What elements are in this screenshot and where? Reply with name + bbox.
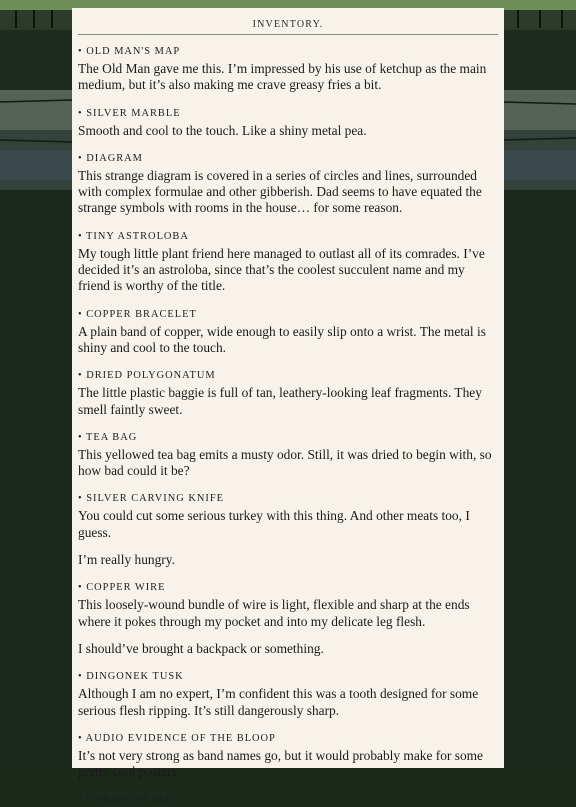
item-name: • DRIED POLYGONATUM [78,370,216,382]
inventory-item[interactable] [78,793,498,807]
item-name: • COPPER BRACELET [78,308,197,320]
inventory-item[interactable] [78,670,498,719]
item-name: • OLD MAN'S MAP [78,46,181,57]
inventory-item[interactable] [78,369,498,418]
item-note: I’m really hungry. [78,552,175,568]
item-name: • DIAGRAM [78,152,143,164]
item-name: • AUDIO EVIDENCE OF THE BLOOP [78,732,276,744]
inventory-item[interactable] [78,431,498,480]
item-name: • SILVER CARVING KNIFE [78,493,224,505]
item-name: • NARIPHON SEED [78,794,182,806]
inventory-panel[interactable] [72,8,504,806]
item-name: • DINGONEK TUSK [78,671,184,683]
item-description: This loosely-wound bundle of wire is light, flexible and sharp at the ends where it pokes through my pocket and into my delicate leg flesh. [78,597,470,629]
item-description: My tough little plant friend here managed to outlast all of its comrades. I’ve decided it’s an astroloba, since that’s the coolest succulent name and my friend is worthy of the title. [78,245,485,294]
item-description: This yellowed tea bag emits a musty odor. Still, it was dried to begin with, so how bad could it be? [78,446,492,479]
inventory-item[interactable] [78,152,498,217]
item-description: The Old Man gave me this. I’m impressed by his use of ketchup as the main medium, but it’s also making me crave greasy fries a bit. [78,61,487,93]
item-description: This strange diagram is covered in a series of circles and lines, surrounded with complex formulae and other gibberish. Dad seems to have equated the strange symbols with rooms in the house… for some reason. [78,167,482,216]
item-description: It’s not very strong as band names go, but it would probably make for some pretty cool posters. [78,747,483,780]
item-description: Although I am no expert, I’m confident this was a tooth designed for some serious flesh ripping. It’s still dangerously sharp. [78,686,479,718]
item-description: A plain band of copper, wide enough to easily slip onto a wrist. The metal is shiny and cool to the touch. [78,323,486,355]
inventory-title: INVENTORY. [78,8,498,35]
item-name: • TEA BAG [78,431,138,443]
item-description: The little plastic baggie is full of tan, leathery-looking leaf fragments. They smell faintly sweet. [78,385,482,417]
inventory-item[interactable] [78,308,498,357]
inventory-item[interactable] [78,107,498,139]
item-note: I should’ve brought a backpack or something. [78,640,324,656]
item-description: Smooth and cool to the touch. Like a shiny metal pea. [78,122,367,138]
inventory-item[interactable] [78,732,498,781]
item-name: • SILVER MARBLE [78,107,181,119]
inventory-item[interactable] [78,45,498,94]
inventory-list [78,45,498,807]
inventory-item[interactable] [78,230,498,295]
item-name: • COPPER WIRE [78,582,166,594]
item-name: • TINY ASTROLOBA [78,230,189,242]
item-description: You could cut some serious turkey with this thing. And other meats too, I guess. [78,508,470,540]
inventory-item[interactable] [78,492,498,568]
inventory-item[interactable] [78,581,498,657]
